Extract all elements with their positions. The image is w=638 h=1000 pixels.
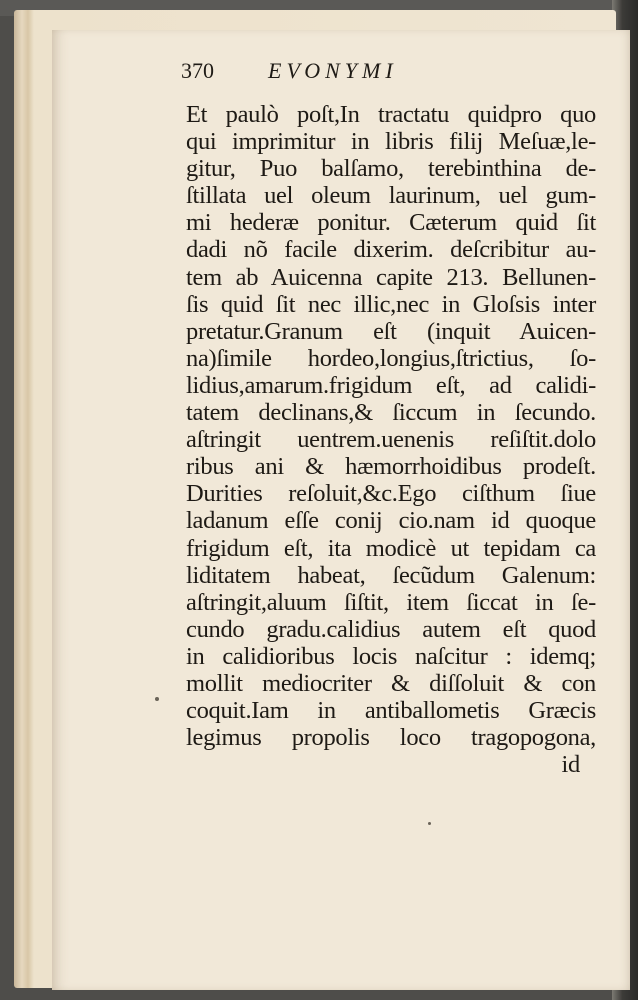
text-line: ladanum eſſe conij cio.nam id quoque — [186, 507, 596, 535]
text-line: lidius,amarum.frigidum eſt, ad calidi- — [186, 371, 596, 399]
text-line: legimus propolis loco tragopogona, — [186, 724, 596, 752]
text-line: frigidum eſt, ita modicè ut tepidam ca — [186, 534, 596, 562]
text-line: mollit mediocriter & diſſoluit & con — [186, 669, 596, 697]
catchword: id — [561, 751, 580, 779]
text-line: tem ab Auicenna capite 213. Bellunen- — [186, 263, 596, 291]
text-line: ſtillata uel oleum laurinum, uel gum- — [186, 182, 596, 210]
text-line: cundo gradu.calidius autem eſt quod — [186, 615, 596, 643]
text-line: coquit.Iam in antiballometis Græcis — [186, 697, 596, 725]
ink-spot — [428, 822, 431, 825]
text-line: qui imprimitur in libris filij Meſuæ,le- — [186, 128, 596, 156]
text-line: Durities reſoluit,&c.Ego ciſthum ſiue — [186, 480, 596, 508]
text-line: pretatur.Granum eſt (inquit Auicen- — [186, 317, 596, 345]
text-line: ſis quid ſit nec illic,nec in Gloſsis inter — [186, 290, 596, 318]
body-text — [186, 101, 596, 778]
ink-spot — [155, 697, 159, 701]
text-line: aſtringit,aluum ſiſtit, item ſiccat in ſe- — [186, 588, 596, 616]
text-line: gitur, Puo balſamo, terebinthina de- — [186, 155, 596, 183]
text-line: mi hederæ ponitur. Cæterum quid ſit — [186, 209, 596, 237]
text-line: Et paulò poſt,In tractatu quidpro quo — [186, 101, 596, 128]
text-line: liditatem habeat, ſecũdum Galenum: — [186, 561, 596, 589]
running-head: EVONYMI — [268, 58, 398, 83]
text-line: dadi nõ facile dixerim. deſcribitur au- — [186, 236, 596, 264]
text-line: in calidioribus locis naſcitur : idemq; — [186, 642, 596, 670]
text-line: aſtringit uentrem.uenenis reſiſtit.dolo — [186, 426, 596, 454]
page-number: 370 — [181, 58, 214, 83]
text-line: na)ſimile hordeo,longius,ſtrictius, ſo- — [186, 344, 596, 372]
text-line: tatem declinans,& ſiccum in ſecundo. — [186, 399, 596, 427]
text-line: ribus ani & hæmorrhoidibus prodeſt. — [186, 453, 596, 481]
page-header — [148, 58, 448, 90]
